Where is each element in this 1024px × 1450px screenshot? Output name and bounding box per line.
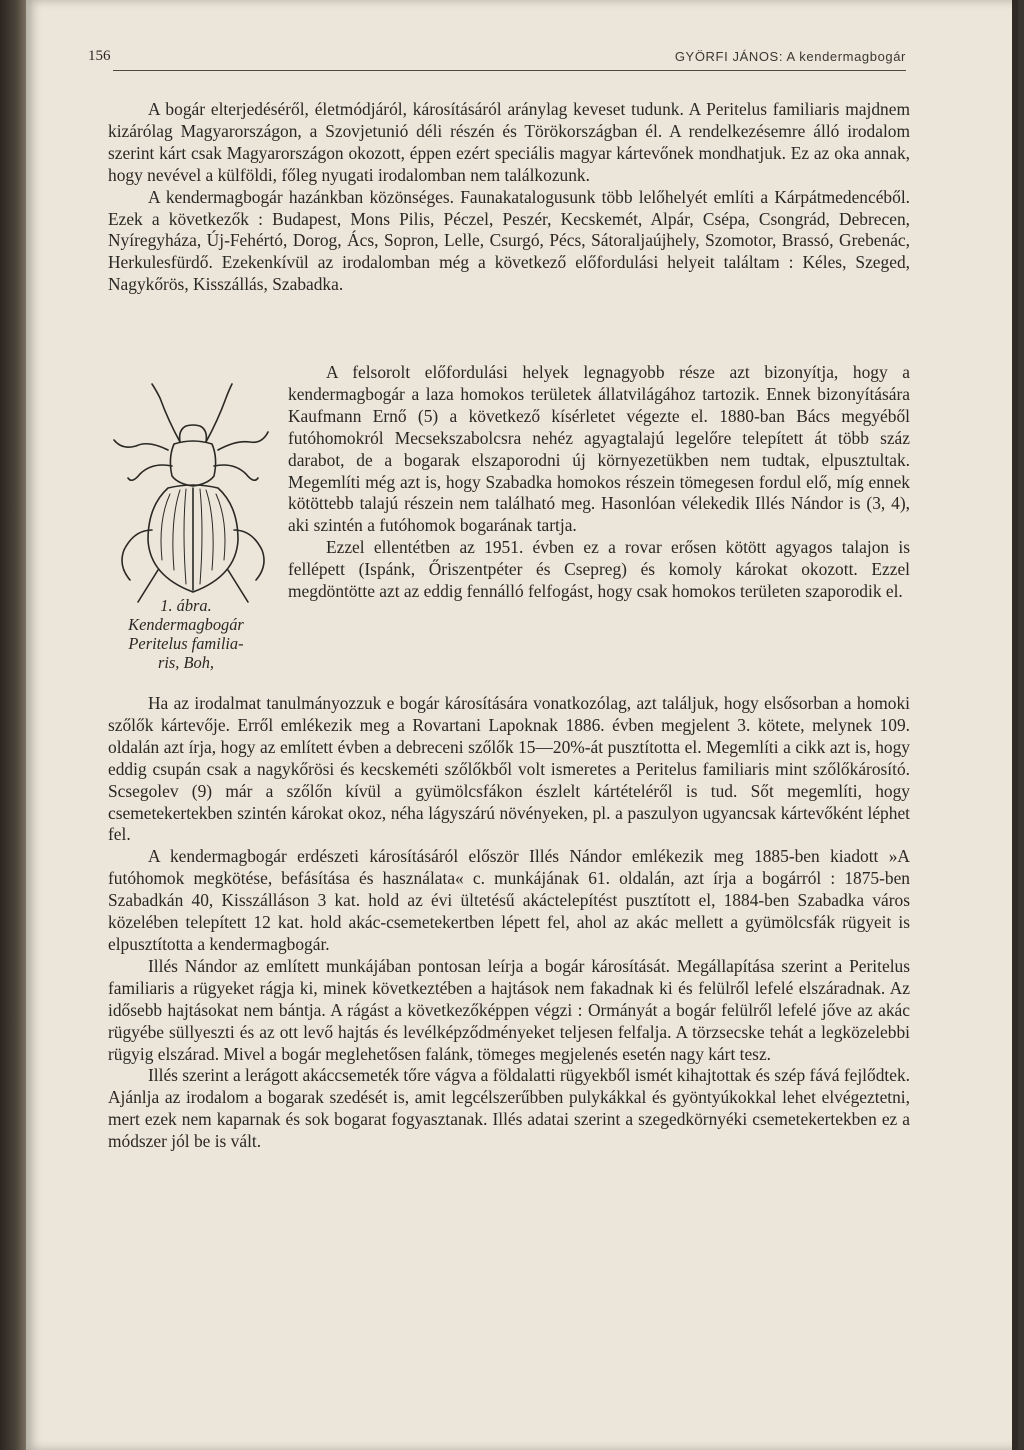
page-number: 156 [88,48,111,64]
paragraph: Ezzel ellentétben az 1951. évben ez a rovar erősen kötött agyagos talajon is fellépett (Ispánk, Őriszentpéter és Csepreg) és komoly károkat okozott. Ezzel megdöntötte azt az eddig fennálló felfogást, hogy csak homokos területen szaporodik el. [288,537,910,602]
caption-line: ris, Boh, [157,653,214,672]
body-text-top [108,99,910,296]
figure-caption [100,596,272,672]
page-edge [1012,0,1018,1450]
caption-line: Kendermagbogár [128,615,244,634]
header-rule [113,70,906,71]
page-header [88,48,906,72]
paragraph: A kendermagbogár hazánkban közönséges. Faunakatalogusunk több lelőhelyét említi a Kárpátmedencéből. Ezek a következők : Budapest, Mons Pilis, Péczel, Peszér, Kecskemét, Alpár, Csépa, Csongrád, Debrecen, Nyíregyháza, Új-Fehértó, Dorog, Ács, Sopron, Lelle, Csurgó, Pécs, Sátoraljaújhely, Szomotor, Brassó, Grebenác, Herkulesfürdő. Ezekenkívül az irodalomban még a következő előfordulási helyeit találtam : Kéles, Szeged, Nagykőrös, Kisszállás, Szabadka. [108,186,910,295]
body-text-wrapped [288,362,910,603]
running-head: GYÖRFI JÁNOS: A kendermagbogár [674,49,906,64]
paragraph: Illés szerint a lerágott akáccsemeték tőre vágva a földalatti rügyekből ismét kihajtottak és szép fává fejlődtek. Ajánlja az irodalom a bogarak szedését is, amit legcélszerűbben pulykákkal és gyöntyúkokkal lehet elvégeztetni, mert ezek nem kaparnak és sok bogarat fogyasztanak. Illés adatai szerint a szegedkörnyéki csemetekertekben ez a módszer jól be is vált. [108,1065,910,1152]
caption-line: Peritelus familia- [128,634,244,653]
paragraph: A felsorolt előfordulási helyek legnagyobb része azt bizonyítja, hogy a kendermagbogár a laza homokos területek állatvilágához tartozik. Ennek bizonyítására Kaufmann Ernő (5) a következő kísérletet végezte el. 1880-ban Bács megyéből futóhomokról Mecsekszabolcsra nehéz agyagtalajú legelőre telepített át több száz darabot, de a bogarak elszaporodni új környezetükben nem tudtak, elpusztultak. Megemlíti még azt is, hogy Szabadka homokos részein tömegesen fordul elő, míg ennek kötöttebb talajú részein nem található meg. Hasonlóan vélekedik Illés Nándor is (3, 4), aki szintén a futóhomok bogarának tartja. [288,362,910,536]
book-spine [0,0,26,1450]
beetle-figure [108,380,278,605]
beetle-illustration [108,380,278,605]
paragraph: A bogár elterjedéséről, életmódjáról, károsításáról aránylag keveset tudunk. A Peritelus familiaris majdnem kizárólag Magyarországon, a Szovjetunió déli részén és Törökországban él. A rendelkezésemre álló irodalom szerint kárt csak Magyarországon okozott, éppen ezért speciális magyar kártevőnek mondhatjuk. Ez az oka annak, hogy nevével a külföldi, főleg nyugati irodalomban nem találkozunk. [108,99,910,185]
figure-label: 1. ábra. [160,596,212,615]
paragraph: Illés Nándor az említett munkájában pontosan leírja a bogár károsítását. Megállapítása szerint a Peritelus familiaris a rügyeket rágja ki, minek következtében a hajtások nem fakadnak ki és felülről lefelé elszáradnak. Az idősebb hajtásokat nem bántja. A rágást a következőképpen végzi : Ormányát a bogár felülről lefelé jőve az akác rügyébe süllyeszti és az ott levő hajtás és levélképződményeket teljesen felfalja. A törzsecske tehát a legközelebbi rügyig elszárad. Mivel a bogár meglehetősen falánk, tömeges megjelenés esetén nagy kárt tesz. [108,955,910,1064]
paragraph: A kendermagbogár erdészeti károsításáról először Illés Nándor emlékezik meg 1885-ben kiadott »A futóhomok megkötése, befásítása és használata« c. munkájának 61. oldalán, azt írja a bogárról : 1875-ben Szabadkán 40, Kisszálláson 3 kat. hold az évi ültetésű akáctelepítést pusztított el, 1884-ben Szabadka város közelében telepített 12 kat. hold akác-csemetekertben lépett fel, ahol az akác mellett a gyümölcsfák rügyeit is elpusztította a kendermagbogár. [108,846,910,954]
paragraph: Ha az irodalmat tanulmányozzuk e bogár károsítására vonatkozólag, azt találjuk, hogy elsősorban a homoki szőlők kártevője. Erről emlékezik meg a Rovartani Lapoknak 1886. évben megjelent 3. kötete, melynek 109. oldalán azt írja, hogy az említett évben a debreceni szőlők 15—20%-át pusztította el. Megemlíti a cikk azt is, hogy eddig csupán csak a nagykőrösi és kecskeméti szőlőkből volt ismeretes a Peritelus familiaris mint szőlőkárosító. Scsegolev (9) már a szőlőn kívül a gyümölcsfákon észlelt kártételéről is tud. Sőt megemlíti, hogy csemetekertekben szintén károkat okoz, néha lágyszárú növényeken, pl. a paszulyon ugyancsak kártevőként léphet fel. [108,693,910,845]
body-text-bottom [108,693,910,1153]
